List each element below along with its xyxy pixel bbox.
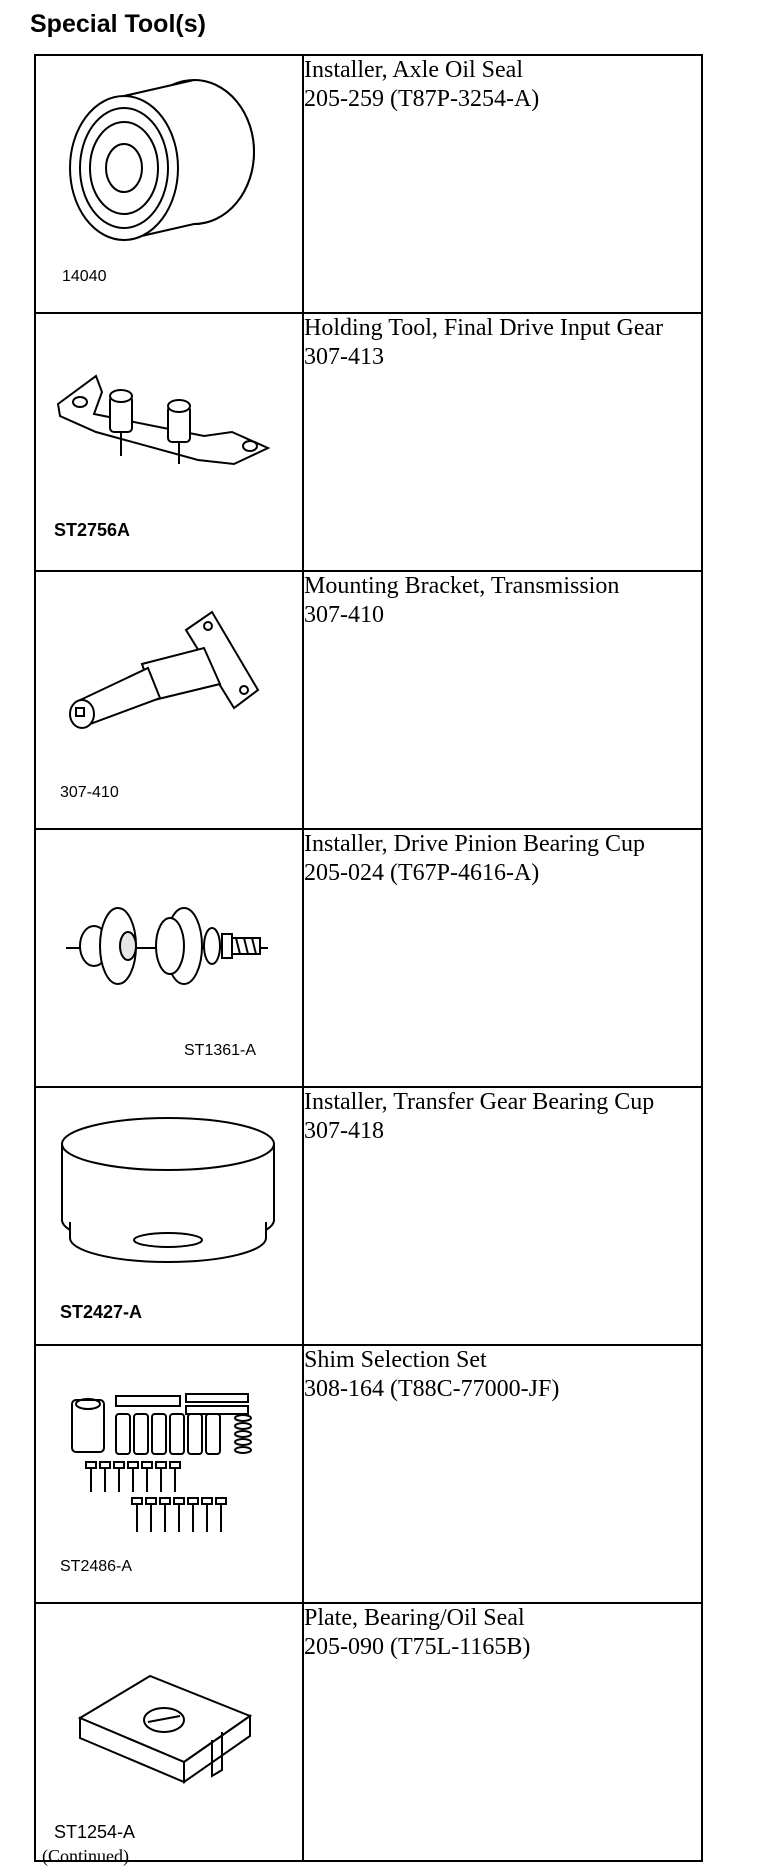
tool-description (303, 313, 702, 571)
tool-name: Installer, Drive Pinion Bearing Cup (304, 831, 645, 857)
table-row (35, 55, 702, 313)
table-row (35, 1087, 702, 1345)
tool-number: 205-090 (T75L-1165B) (304, 1634, 531, 1660)
tool-name: Plate, Bearing/Oil Seal (304, 1605, 525, 1631)
table-row (35, 313, 702, 571)
special-tools-table (34, 54, 703, 1862)
tool-code: ST1361-A (184, 1042, 257, 1059)
page-title: Special Tool(s) (30, 10, 206, 38)
tool-description (303, 1603, 702, 1861)
tool-code: ST2427-A (60, 1302, 143, 1322)
table-row (35, 1603, 702, 1861)
tool-number: 205-259 (T87P-3254-A) (304, 86, 540, 112)
tool-illustration-cell (35, 55, 303, 313)
table-row (35, 1345, 702, 1603)
tool-name: Mounting Bracket, Transmission (304, 573, 620, 599)
tool-description (303, 1345, 702, 1603)
tool-name: Installer, Transfer Gear Bearing Cup (304, 1089, 655, 1115)
tool-code: ST2486-A (60, 1558, 133, 1575)
bearing-cup-installer-icon (36, 830, 302, 1086)
tool-illustration-cell (35, 1603, 303, 1861)
tool-description (303, 1087, 702, 1345)
tool-illustration-cell (35, 571, 303, 829)
continued-note: (Continued) (42, 1846, 129, 1866)
tool-code: 307-410 (60, 784, 119, 801)
tool-number: 307-410 (304, 602, 384, 628)
table-row (35, 829, 702, 1087)
tool-description (303, 829, 702, 1087)
tool-name: Shim Selection Set (304, 1347, 487, 1373)
tool-name: Holding Tool, Final Drive Input Gear (304, 315, 664, 341)
tool-number: 307-413 (304, 344, 384, 370)
tool-illustration-cell (35, 313, 303, 571)
tool-code: 14040 (62, 268, 107, 285)
tool-code: ST1254-A (54, 1822, 136, 1842)
tool-description (303, 571, 702, 829)
tool-code: ST2756A (54, 520, 131, 540)
tool-name: Installer, Axle Oil Seal (304, 57, 523, 83)
tool-number: 205-024 (T67P-4616-A) (304, 860, 540, 886)
tool-number: 308-164 (T88C-77000-JF) (304, 1376, 560, 1402)
table-row (35, 571, 702, 829)
tool-number: 307-418 (304, 1118, 384, 1144)
tool-illustration-cell (35, 829, 303, 1087)
tool-description (303, 55, 702, 313)
tool-illustration-cell (35, 1087, 303, 1345)
tool-illustration-cell (35, 1345, 303, 1603)
